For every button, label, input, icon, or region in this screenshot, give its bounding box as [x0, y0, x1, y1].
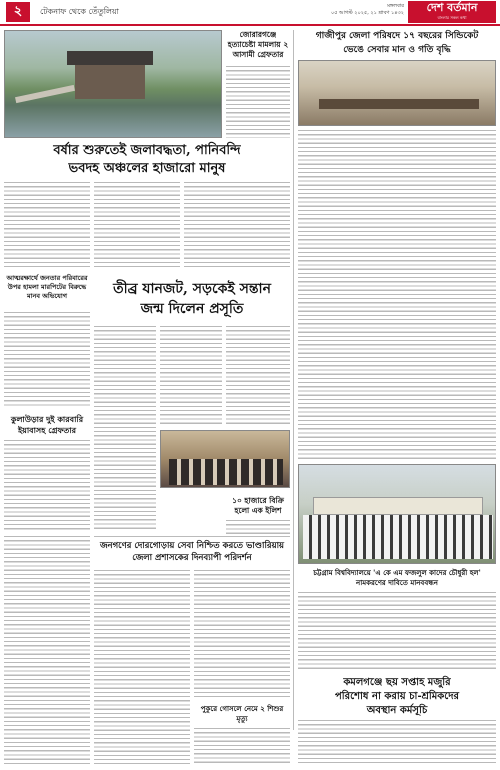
flood-headline-line1: বর্ষার শুরুতেই জলাবদ্ধতা, পানিবন্দি — [53, 143, 241, 158]
column-divider — [293, 30, 294, 730]
kamalganj-headline-line1: কমলগঞ্জে ছয় সপ্তাহ মজুরি — [343, 677, 451, 688]
traffic-body-col3 — [226, 326, 290, 426]
kulaura-body-2 — [4, 536, 90, 764]
jorarganj-body — [226, 66, 290, 138]
section-title: টেকনাফ থেকে তেঁতুলিয়া — [40, 7, 120, 16]
ctg-university-body — [298, 592, 496, 672]
page-number: ২ — [6, 2, 30, 22]
protest-people — [303, 515, 493, 559]
protest-photo — [298, 464, 496, 564]
house-headline: আত্মরক্ষার্থে জনতার পরিবারের উপর হামলা মারপিটের বিরুদ্ধে মানব অভিযোগ — [6, 274, 88, 300]
drowned-body — [194, 728, 290, 764]
kamalganj-headline-line3: অবস্থান কর্মসূচি — [366, 705, 428, 716]
flood-body-col3 — [184, 182, 290, 270]
masthead-logo — [408, 1, 496, 23]
traffic-headline-line2: জন্ম দিলেন প্রসূতি — [140, 301, 244, 317]
flood-headline-line2: ভবদহ অঞ্চলের হাজারো মানুষ — [68, 161, 226, 176]
zila-parishad-body — [298, 130, 496, 460]
flood-photo — [4, 30, 222, 138]
flood-photo-roof — [67, 51, 153, 65]
issue-day: মঙ্গলবার — [387, 3, 404, 9]
flood-body-col1 — [4, 182, 90, 270]
group-photo — [160, 430, 290, 488]
masthead-tagline: বাংলার সকল কথা — [437, 15, 467, 20]
traffic-body-col2 — [160, 326, 222, 426]
page-header — [0, 0, 500, 26]
ilish-headline: ১০ হাজারে বিক্রি হলো এক ইলিশ — [232, 496, 284, 515]
traffic-headline-line1: তীব্র যানজট, সড়কেই সন্তান — [113, 281, 271, 297]
jorarganj-headline: জোরারগঞ্জে হত্যাচেষ্টা মামলায় ২ আসামী গ্রেফতার — [227, 30, 289, 59]
service-body-col2 — [194, 570, 290, 700]
zila-parishad-headline: গাজীপুর জেলা পরিষদে ১৭ বছরের সিন্ডিকেট — [315, 31, 479, 41]
kulaura-headline: কুলাউড়ার দুই কারবারি ইয়াবাসহ গ্রেফতার — [10, 414, 84, 435]
zila-parishad-subhead: ভেঙে সেবার মান ও গতি বৃদ্ধি — [343, 45, 451, 55]
kamalganj-headline-line2: পরিশোধ না করায় চা-শ্রমিকদের — [334, 691, 460, 702]
issue-date-text: ০৫ আগস্ট ২০২৫, ২১ শ্রাবণ ১৪৩২ — [330, 10, 404, 16]
kulaura-body — [4, 440, 90, 530]
flood-photo-bridge — [15, 85, 75, 103]
masthead-title: দেশ বর্তমান — [426, 1, 478, 14]
flood-photo-house — [75, 61, 145, 99]
meeting-table — [319, 99, 479, 109]
service-body-col1 — [94, 570, 190, 764]
protest-banner — [313, 497, 483, 515]
ilish-body — [226, 520, 290, 534]
kamalganj-body — [298, 720, 496, 764]
section-divider — [94, 536, 290, 537]
drowned-headline-visible: পুকুরে গোসলে নেমে ২ শিশুর মৃত্যু — [200, 704, 284, 723]
group-photo-people — [169, 459, 283, 485]
house-body — [4, 312, 90, 408]
traffic-body-col1 — [94, 326, 156, 530]
ctg-university-headline: চট্টগ্রাম বিশ্ববিদ্যালয়ে 'এ কে এম ফজলুল কাদের চৌধুরী হল' নামকরণের দাবিতে মানববন্ধন — [313, 568, 481, 587]
service-headline: জনগণের দোরগোড়ায় সেবা নিশ্চিত করতে ভাণ্ডারিয়ায় জেলা প্রশাসকের দিনব্যাপী পরিদর্শন — [99, 541, 285, 563]
flood-body-col2 — [94, 182, 180, 270]
zila-parishad-photo — [298, 60, 496, 126]
issue-date — [331, 3, 404, 17]
